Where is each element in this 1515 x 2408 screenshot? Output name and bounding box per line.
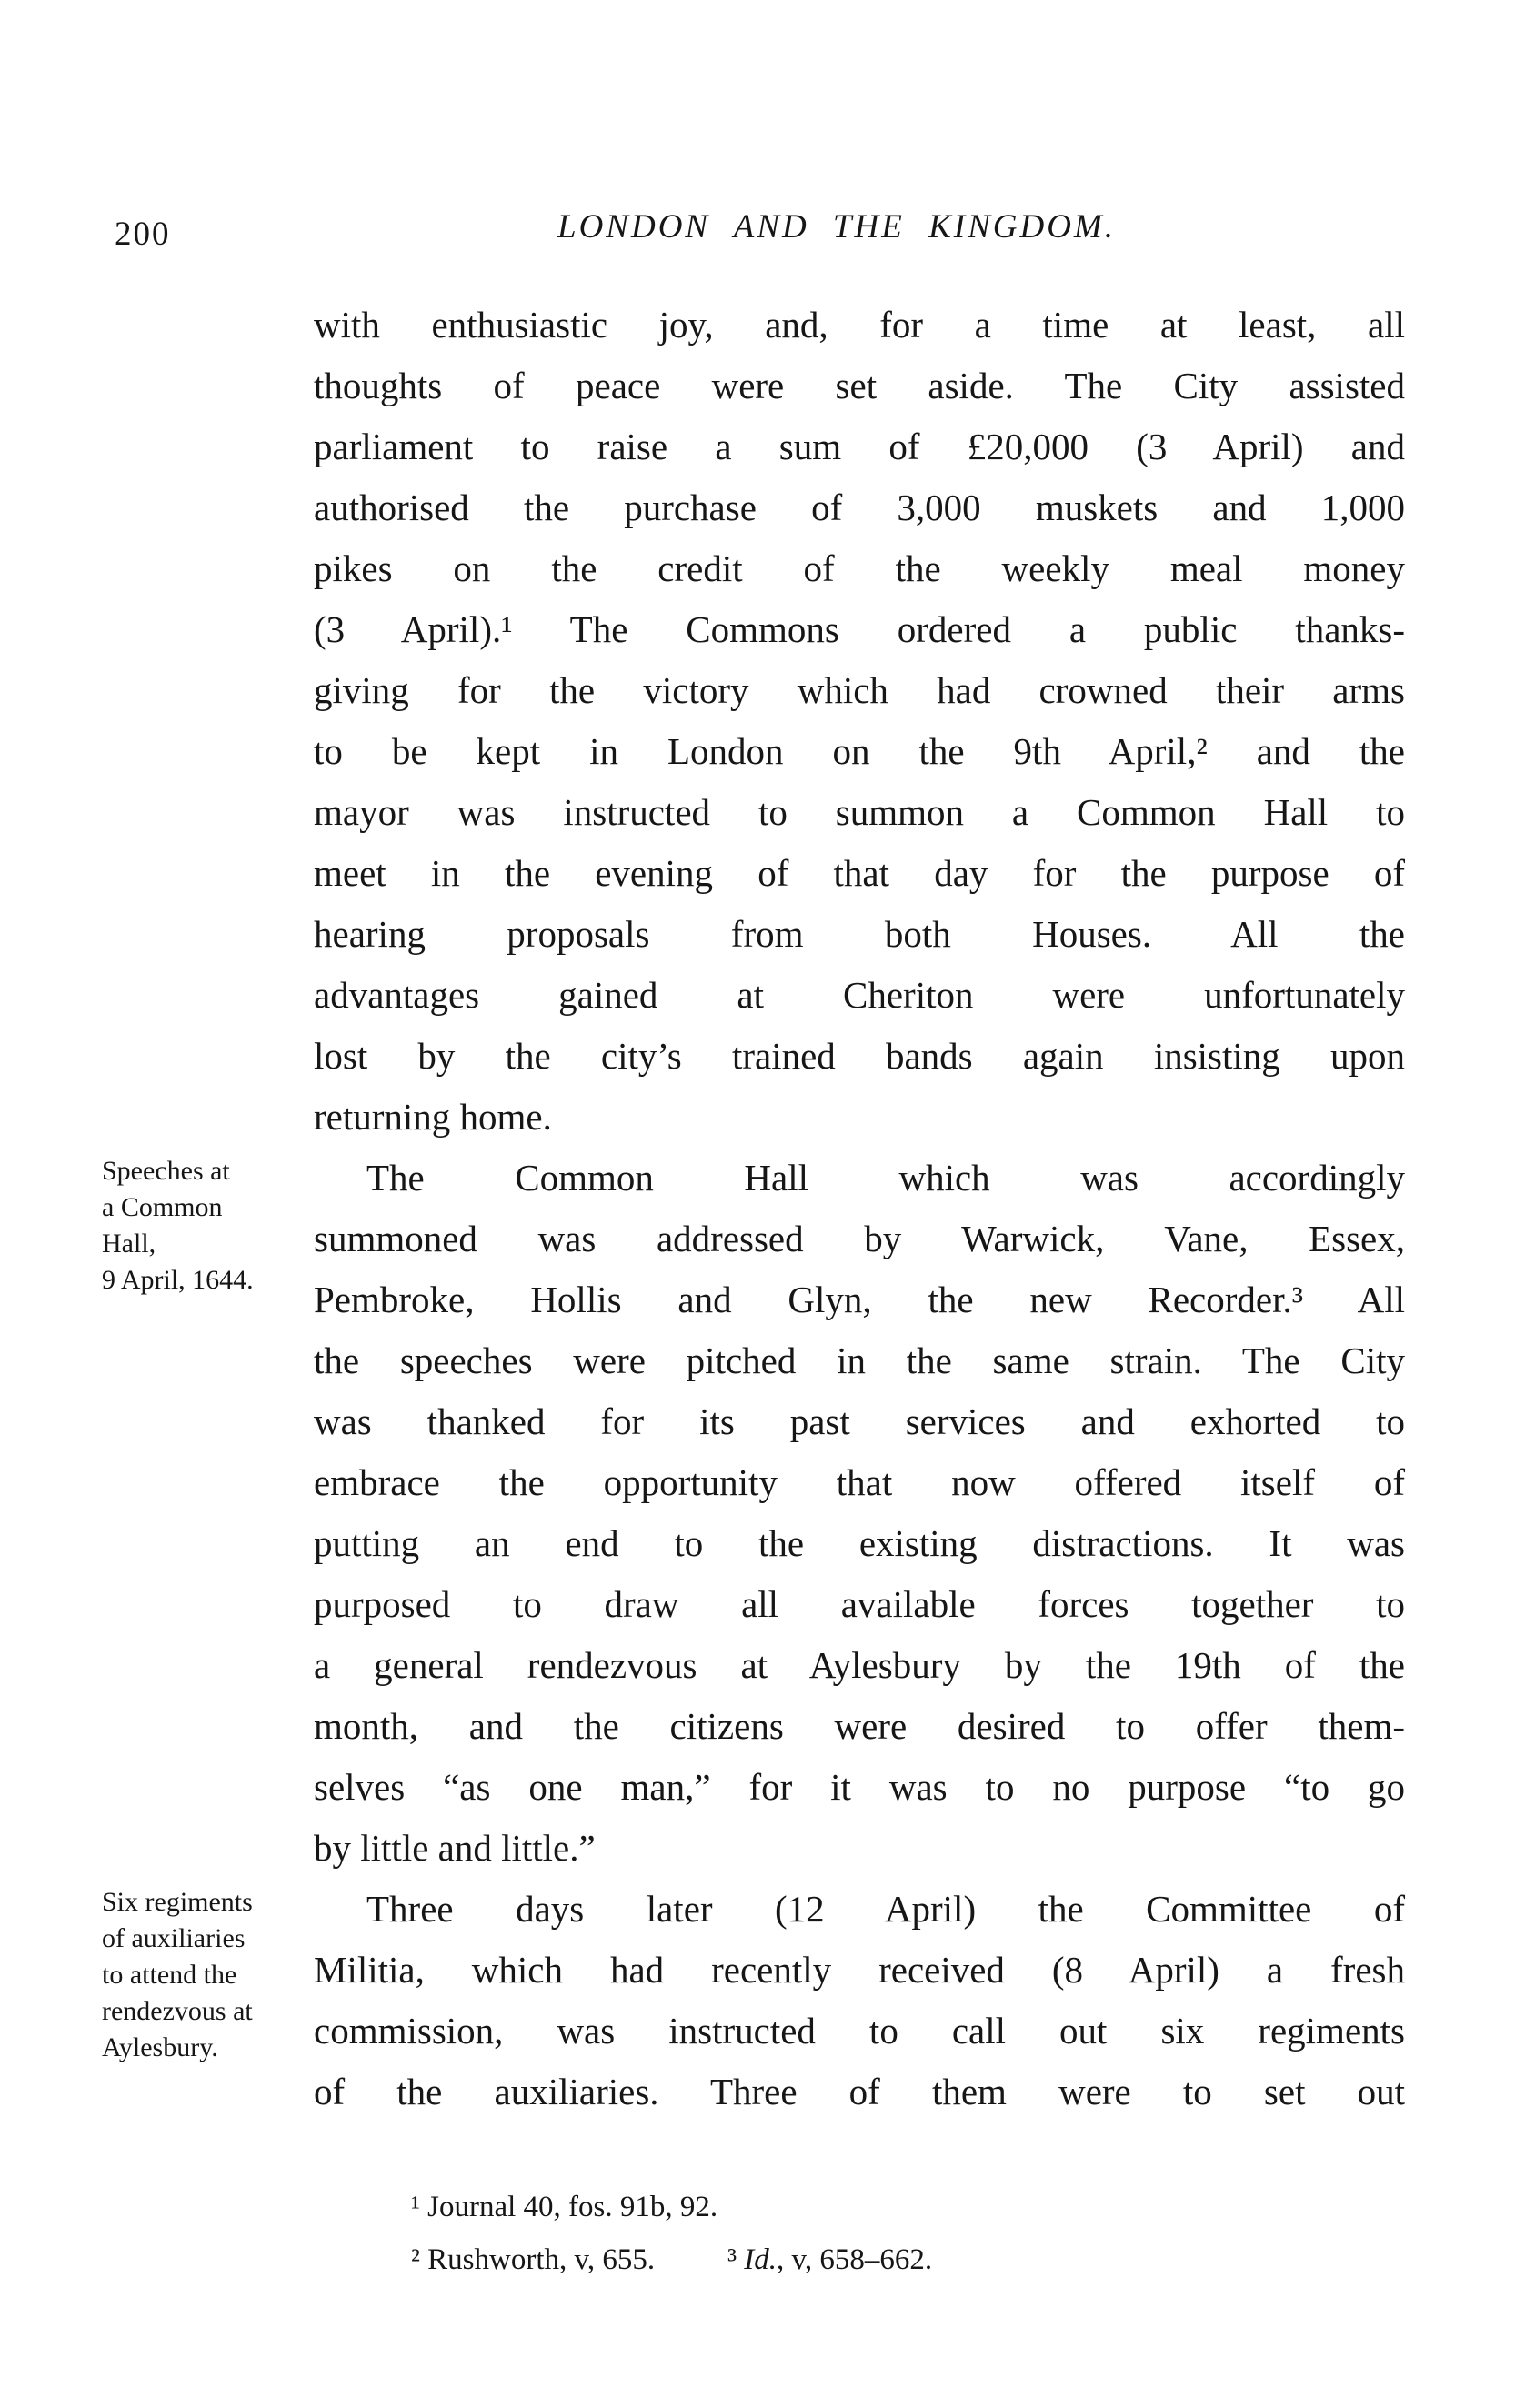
text-line: authorised the purchase of 3,000 muskets and 1,000	[314, 487, 1405, 528]
text-line: month, and the citizens were desired to offer them-	[314, 1705, 1405, 1747]
running-head: LONDON AND THE KINGDOM.	[557, 208, 1116, 246]
text-line: advantages gained at Cheriton were unfortunately	[314, 974, 1405, 1016]
text-line: Militia, which had recently received (8 April) a fresh	[314, 1949, 1405, 1991]
text-line: lost by the city’s trained bands again insisting upon	[314, 1035, 1405, 1077]
margin-note-line: to attend the	[102, 1960, 237, 1990]
footnote-3-marker: ³	[727, 2243, 745, 2276]
paragraph-3	[314, 1879, 1405, 2122]
footnote-1: ¹ Journal 40, fos. 91b, 92.	[411, 2191, 718, 2223]
text-line: a general rendezvous at Aylesbury by the 19th of the	[314, 1644, 1405, 1686]
margin-note-line: Six regiments	[102, 1887, 253, 1917]
margin-note-line: a Common	[102, 1192, 223, 1222]
text-line: selves “as one man,” for it was to no purpose “to go	[314, 1766, 1405, 1808]
text-line: was thanked for its past services and exhorted to	[314, 1400, 1405, 1442]
text-line: pikes on the credit of the weekly meal money	[314, 547, 1405, 589]
margin-note-line: 9 April, 1644.	[102, 1265, 254, 1295]
page-number: 200	[115, 216, 171, 253]
margin-note-line: Speeches at	[102, 1156, 230, 1186]
footnotes	[411, 2181, 1320, 2286]
text-line: returning home.	[314, 1096, 552, 1138]
margin-note-speeches	[102, 1153, 313, 1299]
footnote-2: ² Rushworth, v, 655.	[411, 2243, 656, 2276]
text-line: purposed to draw all available forces together to	[314, 1583, 1405, 1625]
text-line: embrace the opportunity that now offered itself of	[314, 1461, 1405, 1503]
margin-note-line: rendezvous at	[102, 1996, 253, 2026]
text-line: (3 April).¹ The Commons ordered a public thanks-	[314, 608, 1405, 650]
text-line: summoned was addressed by Warwick, Vane, Essex,	[314, 1218, 1405, 1259]
footnote-3-pages: , v, 658–662.	[777, 2243, 933, 2276]
text-line: meet in the evening of that day for the purpose of	[314, 852, 1405, 894]
margin-note-line: Hall,	[102, 1229, 156, 1259]
text-line: thoughts of peace were set aside. The City assisted	[314, 365, 1405, 406]
margin-note-line: of auxiliaries	[102, 1923, 246, 1953]
text-line: to be kept in London on the 9th April,² and the	[314, 730, 1405, 772]
text-line: giving for the victory which had crowned their arms	[314, 669, 1405, 711]
text-line: by little and little.”	[314, 1827, 596, 1869]
text-line: of the auxiliaries. Three of them were to set out	[314, 2071, 1405, 2112]
body-text	[314, 295, 1405, 2122]
footnote-3-source: Id.	[744, 2243, 777, 2276]
text-line: mayor was instructed to summon a Common Hall to	[314, 791, 1405, 833]
text-line: hearing proposals from both Houses. All the	[314, 913, 1405, 955]
paragraph-1	[314, 295, 1405, 1148]
text-line: commission, was instructed to call out six regiments	[314, 2010, 1405, 2052]
text-line: Three days later (12 April) the Committee of	[366, 1888, 1405, 1930]
text-line: Pembroke, Hollis and Glyn, the new Recorder.³ All	[314, 1279, 1405, 1320]
paragraph-2	[314, 1148, 1405, 1879]
text-line: parliament to raise a sum of £20,000 (3 April) and	[314, 426, 1405, 467]
footnote-2-3	[411, 2233, 1320, 2286]
text-line: with enthusiastic joy, and, for a time at least, all	[314, 304, 1405, 346]
text-line: the speeches were pitched in the same strain. The City	[314, 1339, 1405, 1381]
margin-note-line: Aylesbury.	[102, 2032, 218, 2062]
margin-note-six-regiments	[102, 1884, 313, 2066]
text-line: The Common Hall which was accordingly	[366, 1157, 1405, 1199]
text-line: putting an end to the existing distractions. It was	[314, 1522, 1405, 1564]
